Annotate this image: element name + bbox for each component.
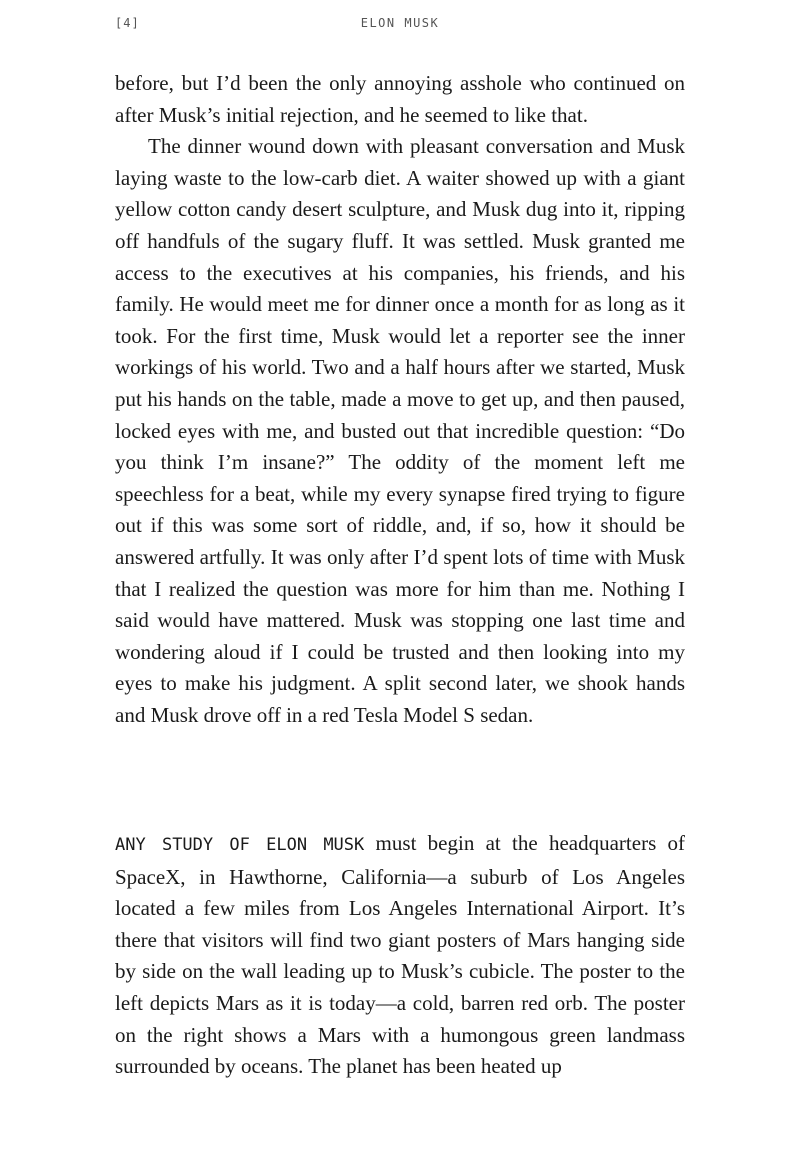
body-text-lower [115, 828, 685, 1083]
body-text-upper [115, 68, 685, 731]
book-title-header: ELON MUSK [360, 16, 440, 30]
paragraph-dinner: The dinner wound down with pleasant conversation and Musk laying waste to the low-carb diet. A waiter showed up with a giant yellow cotton candy desert sculpture, and Musk dug into it, ripping off handfuls of the sugary fluff. It was settled. Musk granted me access to the executives at his companies, his friends, and his family. He would meet me for dinner once a month for as long as it took. For the first time, Musk would let a reporter see the inner workings of his world. Two and a half hours after we started, Musk put his hands on the table, made a move to get up, and then paused, locked eyes with me, and busted out that incredible question: “Do you think I’m insane?” The oddity of the moment left me speechless for a beat, while my every synapse fired trying to figure out if this was some sort of riddle, and, if so, how it should be answered artfully. It was only after I’d spent lots of time with Musk that I realized the question was more for him than me. Nothing I said would have mattered. Musk was stopping one last time and wondering aloud if I could be trusted and then looking into my eyes to make his judgment. A split second later, we shook hands and Musk drove off in a red Tesla Model S sedan. [115, 134, 685, 727]
paragraph-continuation: before, but I’d been the only annoying asshole who continued on after Musk’s initial rejection, and he seemed to like that. [115, 71, 685, 127]
paragraph-section-start [115, 828, 685, 1083]
page-number: [4] [115, 16, 140, 30]
running-head [115, 16, 685, 36]
paragraph-spacex-text: must begin at the headquarters of SpaceX, in Hawthorne, California—a suburb of Los Angeles located a few miles from Los Angeles International Airport. It’s there that visitors will find two giant posters of Mars hanging side by side on the wall leading up to Musk’s cubicle. The poster to the left depicts Mars as it is today—a cold, barren red orb. The poster on the right shows a Mars with a humongous green landmass surrounded by oceans. The planet has been heated up [115, 831, 686, 1079]
section-lead-in: ANY STUDY OF ELON MUSK [115, 835, 365, 855]
